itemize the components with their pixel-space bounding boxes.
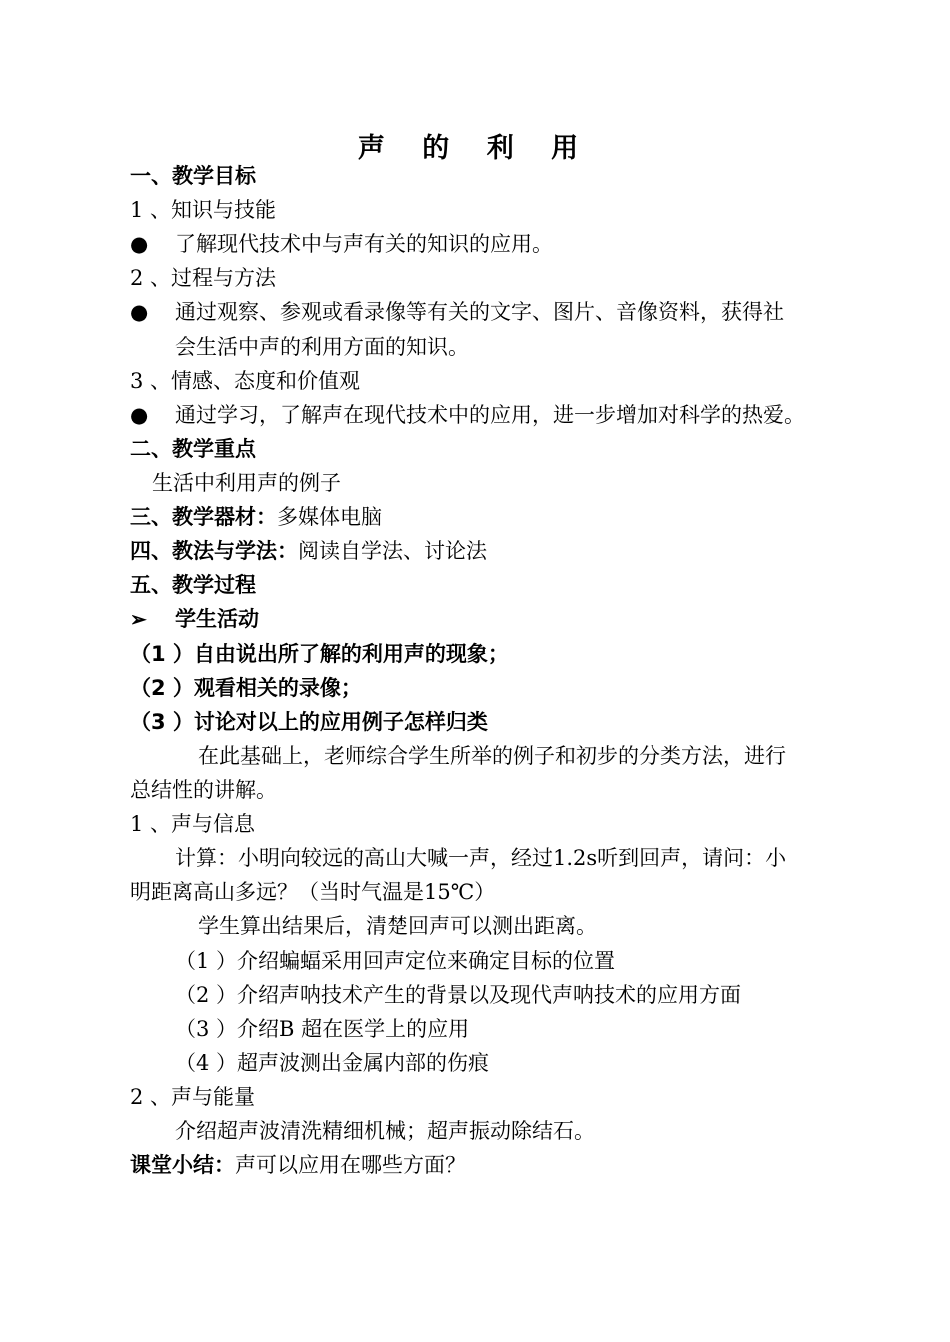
- equipment-text: 多媒体电脑: [277, 505, 382, 529]
- paragraph-text: 总结性的讲解。: [130, 778, 277, 802]
- calc-text: 学生算出结果后，清楚回声可以测出距离。: [198, 914, 597, 938]
- bullet-text: 了解现代技术中与声有关的知识的应用。: [175, 232, 553, 256]
- subheading-process: 2 、过程与方法: [130, 266, 277, 290]
- calc-text: 计算：小明向较远的高山大喊一声，经过1.2s听到回声，请问：小: [175, 846, 787, 870]
- bullet-icon: ●: [130, 232, 149, 256]
- method-line: [130, 538, 487, 564]
- paragraph-text: 在此基础上，老师综合学生所举的例子和初步的分类方法，进行: [198, 744, 786, 768]
- bullet-text: 通过观察、参观或看录像等有关的文字、图片、音像资料，获得社: [175, 300, 784, 324]
- info-item: （3 ）介绍B 超在医学上的应用: [175, 1017, 470, 1041]
- subheading-knowledge: 1 、知识与技能: [130, 198, 277, 222]
- activity-item: （1 ）自由说出所了解的利用声的现象；: [130, 642, 509, 666]
- subheading-energy: 2 、声与能量: [130, 1085, 256, 1109]
- section-heading-process: 五、教学过程: [130, 573, 256, 597]
- section-heading-method: 四、教法与学法：: [130, 539, 298, 563]
- section-heading-objectives: 一、教学目标: [130, 164, 256, 188]
- section-heading-focus: 二、教学重点: [130, 437, 256, 461]
- calc-text: 明距离高山多远？（当时气温是15℃）: [130, 880, 496, 904]
- activity-item: （2 ）观看相关的录像；: [130, 676, 362, 700]
- focus-text: 生活中利用声的例子: [152, 471, 341, 495]
- bullet-text: 通过学习，了解声在现代技术中的应用，进一步增加对科学的热爱。: [175, 403, 805, 427]
- summary-line: [130, 1152, 466, 1178]
- section-heading-equipment: 三、教学器材：: [130, 505, 277, 529]
- subheading-attitude: 3 、情感、态度和价值观: [130, 369, 361, 393]
- info-item: （4 ）超声波测出金属内部的伤痕: [175, 1051, 490, 1075]
- page-title: 声 的 利 用: [357, 133, 593, 164]
- bullet-icon: ●: [130, 300, 149, 324]
- info-item: （1 ）介绍蝙蝠采用回声定位来确定目标的位置: [175, 949, 616, 973]
- summary-heading: 课堂小结：: [130, 1153, 235, 1177]
- bullet-text-cont: 会生活中声的利用方面的知识。: [175, 335, 469, 359]
- activity-item: （3 ）讨论对以上的应用例子怎样归类: [130, 710, 488, 734]
- arrow-right-icon: ➢: [130, 607, 147, 631]
- summary-text: 声可以应用在哪些方面？: [235, 1153, 466, 1177]
- activity-heading: 学生活动: [175, 607, 259, 631]
- method-text: 阅读自学法、讨论法: [298, 539, 487, 563]
- equipment-line: [130, 504, 382, 530]
- bullet-icon: ●: [130, 403, 149, 427]
- subheading-info: 1 、声与信息: [130, 812, 256, 836]
- info-item: （2 ）介绍声呐技术产生的背景以及现代声呐技术的应用方面: [175, 983, 742, 1007]
- energy-text: 介绍超声波清洗精细机械；超声振动除结石。: [175, 1119, 595, 1143]
